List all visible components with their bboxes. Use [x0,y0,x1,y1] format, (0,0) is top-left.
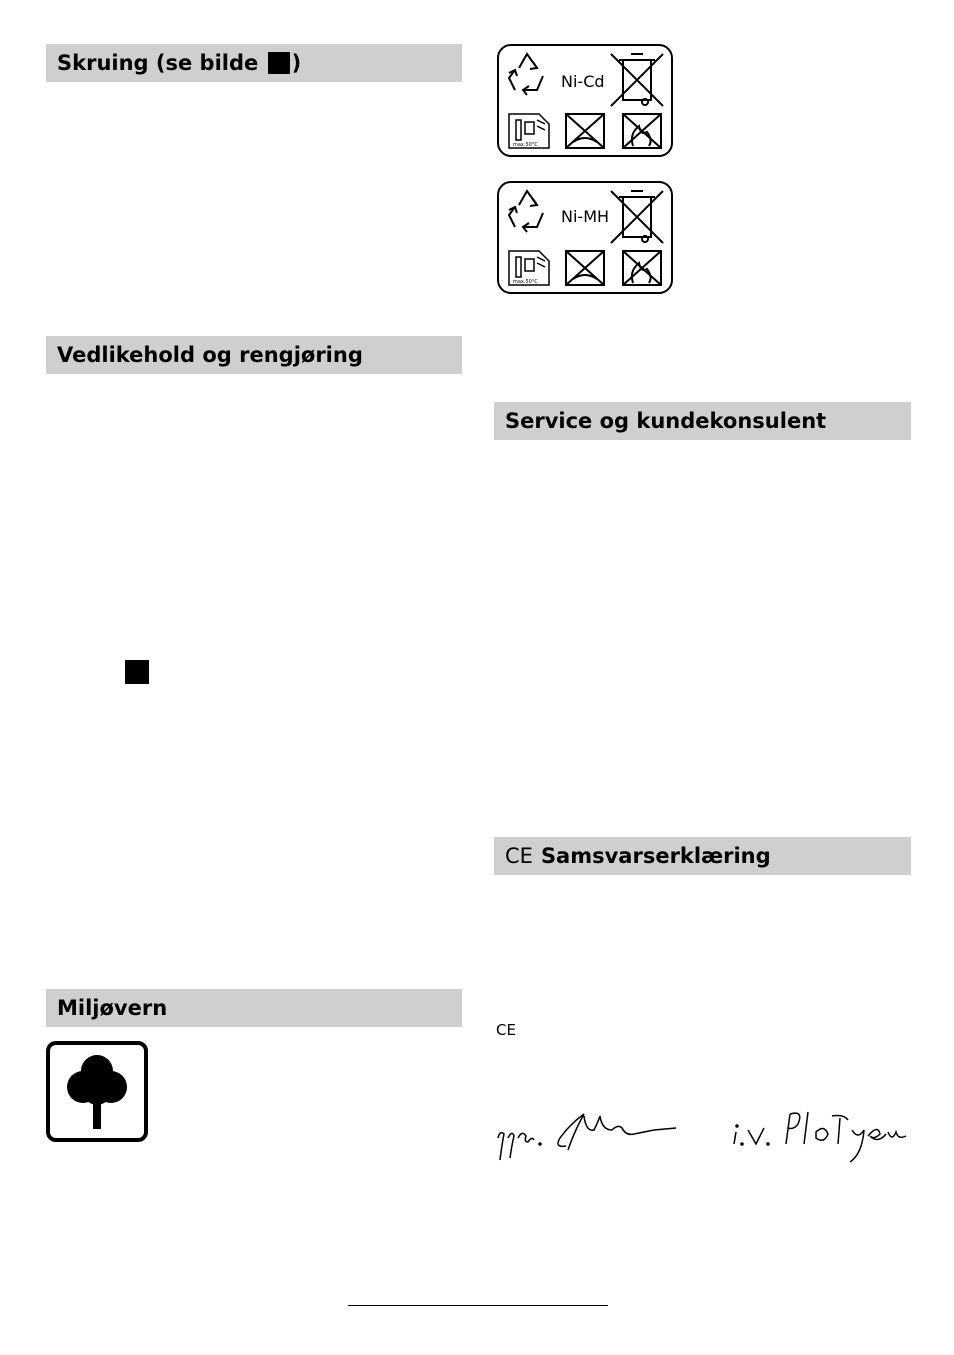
heading-vedlikehold [46,336,462,374]
heading-miljovern [46,989,462,1027]
battery-chem-label: Ni-MH [561,207,610,226]
heading-service-text: Service og kundekonsulent [505,409,827,433]
footer-rule [348,1305,608,1306]
heading-miljovern-text: Miljøvern [57,996,168,1020]
heading-skruing-text: Skruing (se bilde [57,51,266,75]
crossed-bin-icon [611,191,663,243]
no-fire-icon [623,251,661,285]
figure-ref-box [125,660,149,684]
recycle-icon [509,54,543,95]
environment-symbol [46,1041,148,1142]
temp-label: max.50°C [513,142,538,148]
heading-samsvar-text: Samsvarserklæring [540,844,771,868]
ce-mark-icon: CE [496,1021,516,1039]
heading-skruing [46,44,462,82]
heading-samsvar [494,837,911,875]
crossed-bin-icon [611,54,663,106]
recycle-icon [509,191,543,232]
no-water-icon [566,114,604,148]
heading-skruing-suffix: ) [291,51,302,75]
temp-label: max.50°C [513,279,538,285]
tree-icon [50,1045,144,1138]
battery-label-nicd [497,44,673,157]
no-water-icon [566,251,604,285]
figure-ref-box [268,52,290,74]
signature-right [728,1104,912,1168]
ce-mark-icon: CE [505,844,533,868]
heading-service [494,402,911,440]
battery-chem-label: Ni-Cd [561,72,605,91]
no-fire-icon [623,114,661,148]
battery-label-nimh [497,181,673,294]
signature-left [494,1108,684,1164]
heading-vedlikehold-text: Vedlikehold og rengjøring [57,343,363,367]
